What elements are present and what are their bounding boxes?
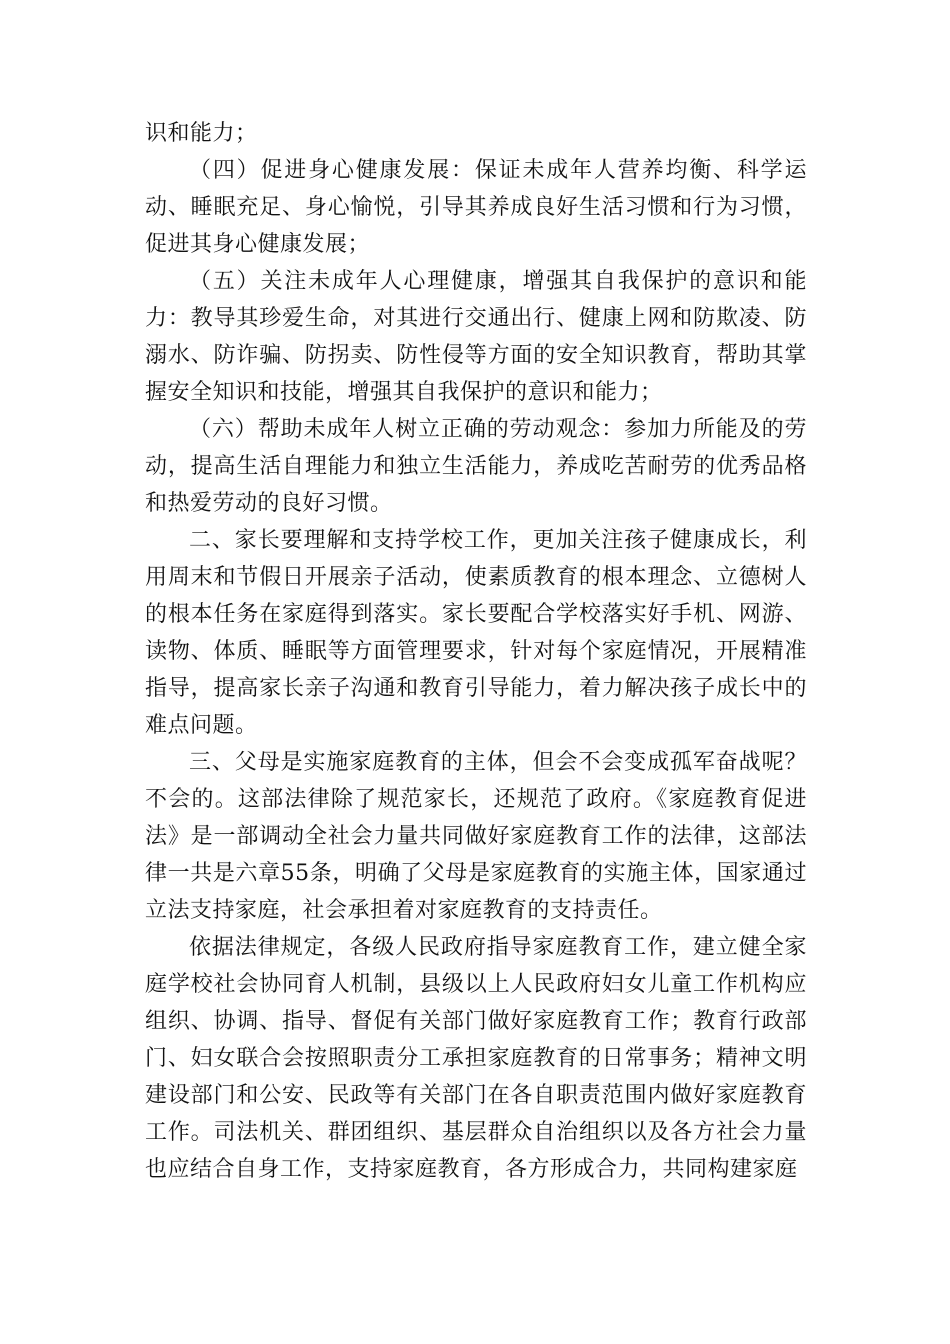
body-text: [145, 115, 807, 1188]
paragraph-legal-basis: 依据法律规定，各级人民政府指导家庭教育工作，建立健全家庭学校社会协同育人机制，县级以上人民政府妇女儿童工作机构应组织、协调、指导、督促有关部门做好家庭教育工作；教育行政部门、妇女联合会按照职责分工承担家庭教育的日常事务；精神文明建设部门和公安、民政等有关部门在各自职责范围内做好家庭教育工作。司法机关、群团组织、基层群众自治组织以及各方社会力量也应结合自身工作，支持家庭教育，各方形成合力，共同构建家庭: [145, 935, 807, 1182]
paragraph-item-five: （五）关注未成年人心理健康，增强其自我保护的意识和能力：教导其珍爱生命，对其进行交通出行、健康上网和防欺凌、防溺水、防诈骗、防拐卖、防性侵等方面的安全知识教育，帮助其掌握安全知识和技能，增强其自我保护的意识和能力；: [145, 269, 807, 405]
paragraph-item-six: （六）帮助未成年人树立正确的劳动观念：参加力所能及的劳动，提高生活自理能力和独立生活能力，养成吃苦耐劳的优秀品格和热爱劳动的良好习惯。: [145, 417, 807, 516]
paragraph-item-four: （四）促进身心健康发展：保证未成年人营养均衡、科学运动、睡眠充足、身心愉悦，引导其养成良好生活习惯和行为习惯，促进其身心健康发展；: [145, 158, 807, 257]
paragraph-section-two: 二、家长要理解和支持学校工作，更加关注孩子健康成长，利用周末和节假日开展亲子活动，使素质教育的根本理念、立德树人的根本任务在家庭得到落实。家长要配合学校落实好手机、网游、读物、体质、睡眠等方面管理要求，针对每个家庭情况，开展精准指导，提高家长亲子沟通和教育引导能力，着力解决孩子成长中的难点问题。: [145, 528, 807, 738]
paragraph-continuation: 识和能力；: [145, 121, 258, 146]
paragraph-section-three: 三、父母是实施家庭教育的主体，但会不会变成孤军奋战呢？不会的。这部法律除了规范家长，还规范了政府。《家庭教育促进法》是一部调动全社会力量共同做好家庭教育工作的法律，这部法律一共是六章55条，明确了父母是家庭教育的实施主体，国家通过立法支持家庭，社会承担着对家庭教育的支持责任。: [145, 750, 807, 923]
